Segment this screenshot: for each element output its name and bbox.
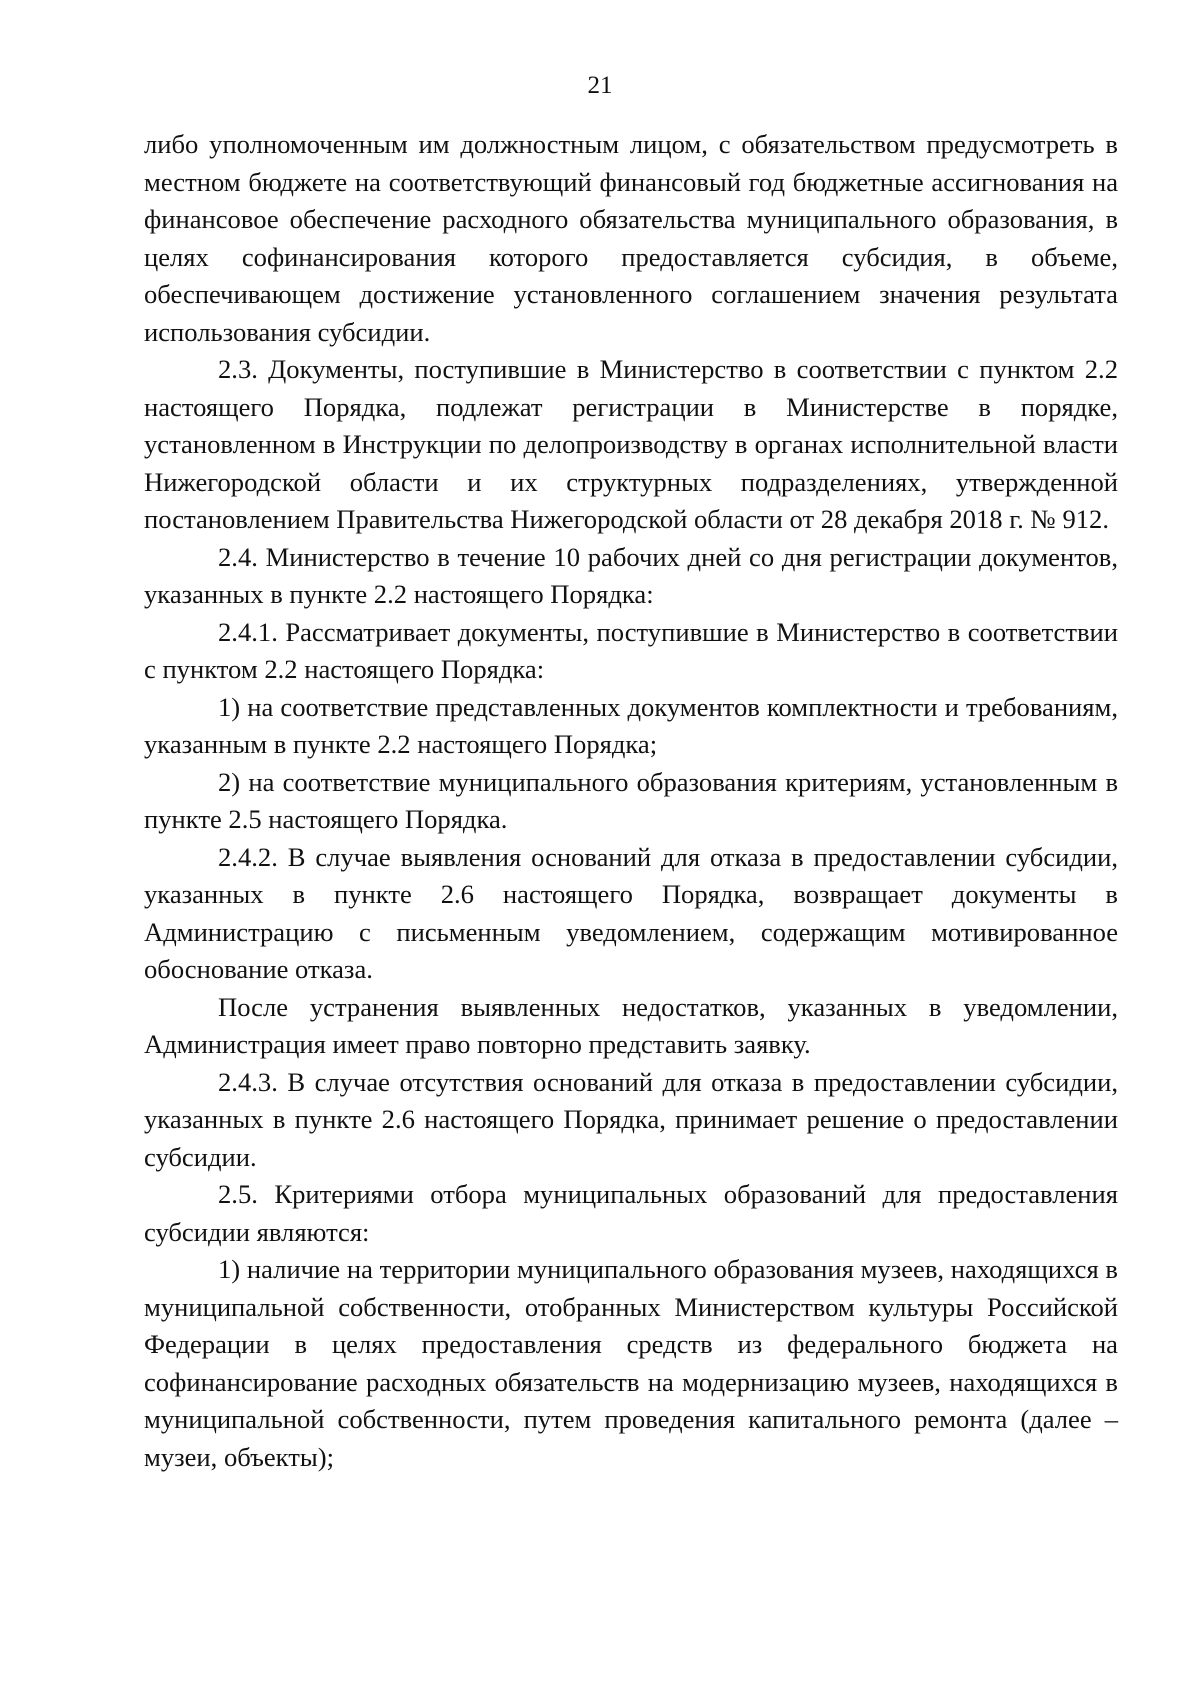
paragraph-continuation: либо уполномоченным им должностным лицом, с обязательством предусмотреть в местном бюджете на соответствующий финансовый год бюджетные ассигнования на финансовое обеспечение расходного обязательства муниципального образования, в целях софинансирования которого предоставляется субсидия, в объеме, обеспечивающем достижение установленного соглашением значения результата использования субсидии. — [144, 129, 1118, 347]
paragraph-2-4-3: 2.4.3. В случае отсутствия оснований для отказа в предоставлении субсидии, указанных в пункте 2.6 настоящего Порядка, принимает решение о предоставлении субсидии. — [144, 1066, 1118, 1172]
document-body — [144, 126, 1118, 1476]
paragraph-2-5-item-1: 1) наличие на территории муниципального образования музеев, находящихся в муниципальной собственности, отобранных Министерством культуры Российской Федерации в целях предоставления средств из федерального бюджета на софинансирование расходных обязательств на модернизацию музеев, находящихся в муниципальной собственности, путем проведения капитального ремонта (далее – музеи, объекты); — [144, 1254, 1118, 1472]
paragraph-2-3: 2.3. Документы, поступившие в Министерство в соответствии с пунктом 2.2 настоящего Порядка, подлежат регистрации в Министерстве в порядке, установленном в Инструкции по делопроизводству в органах исполнительной власти Нижегородской области и их структурных подразделениях, утвержденной постановлением Правительства Нижегородской области от 28 декабря 2018 г. № 912. — [144, 354, 1118, 534]
paragraph-2-5: 2.5. Критериями отбора муниципальных образований для предоставления субсидии являются: — [144, 1179, 1118, 1247]
paragraph-2-4-2: 2.4.2. В случае выявления оснований для отказа в предоставлении субсидии, указанных в пункте 2.6 настоящего Порядка, возвращает документы в Администрацию с письменным уведомлением, содержащим мотивированное обоснование отказа. — [144, 841, 1118, 984]
paragraph-2-4: 2.4. Министерство в течение 10 рабочих дней со дня регистрации документов, указанных в пункте 2.2 настоящего Порядка: — [144, 541, 1118, 609]
paragraph-2-4-1-item-1: 1) на соответствие представленных документов комплектности и требованиям, указанным в пункте 2.2 настоящего Порядка; — [144, 691, 1118, 759]
paragraph-2-4-1-item-2: 2) на соответствие муниципального образования критериям, установленным в пункте 2.5 настоящего Порядка. — [144, 766, 1118, 834]
paragraph-resubmission: После устранения выявленных недостатков, указанных в уведомлении, Администрация имеет право повторно представить заявку. — [144, 991, 1118, 1059]
paragraph-2-4-1: 2.4.1. Рассматривает документы, поступившие в Министерство в соответствии с пунктом 2.2 настоящего Порядка: — [144, 616, 1118, 684]
page-number: 21 — [587, 72, 613, 99]
